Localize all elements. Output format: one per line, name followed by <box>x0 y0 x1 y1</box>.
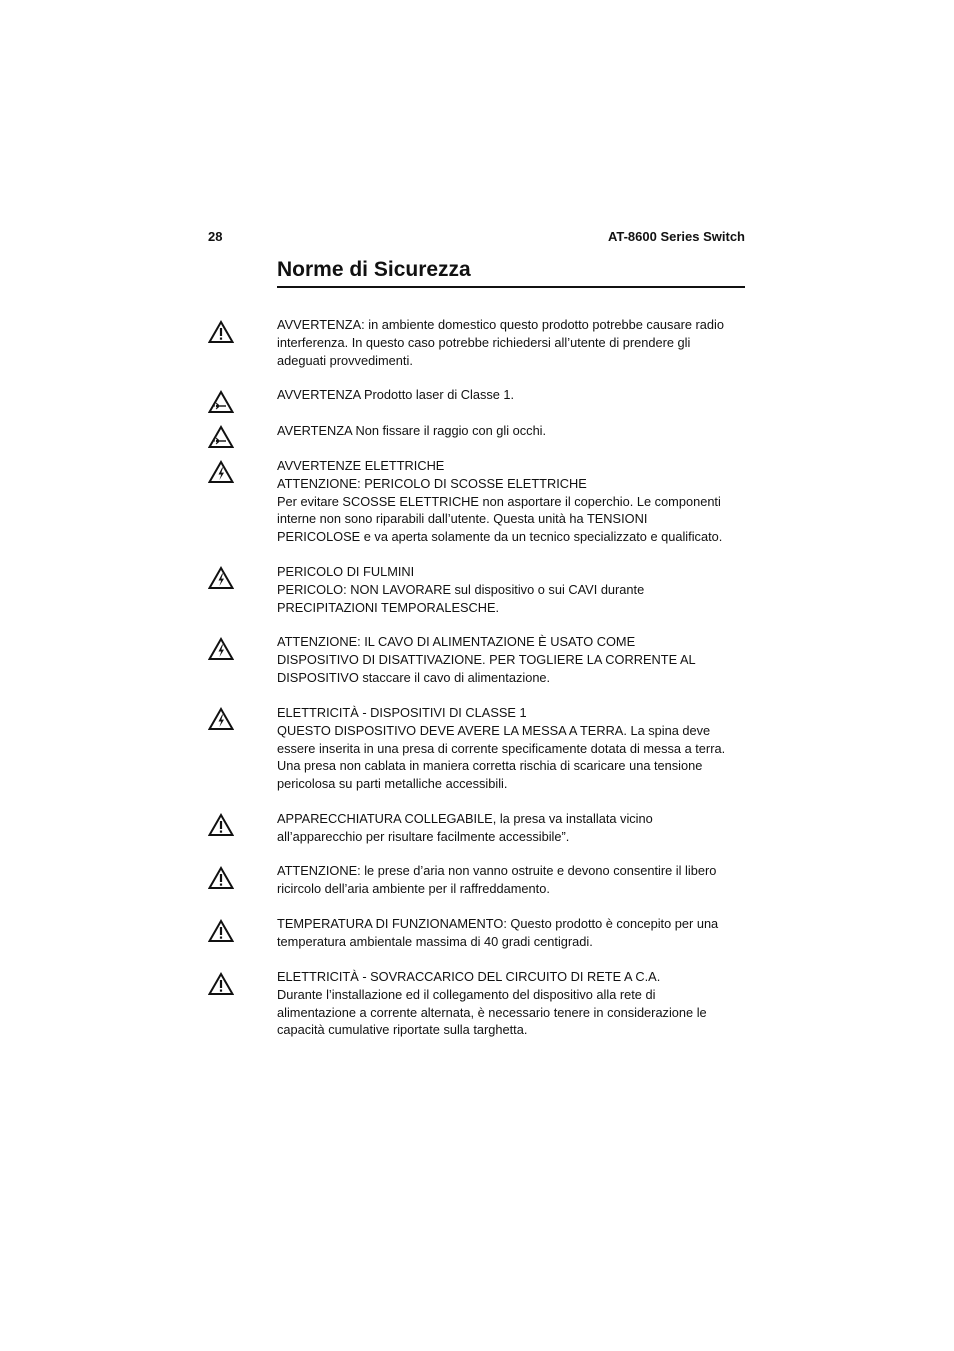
notice-text-line: alimentazione a corrente alternata, è necessario tenere in considerazione le <box>277 1004 707 1020</box>
general-warning-icon <box>208 320 234 344</box>
section-title: Norme di Sicurezza <box>277 258 745 288</box>
notice-text-line: ELETTRICITÀ - SOVRACCARICO DEL CIRCUITO DI RETE A C.A. <box>277 969 661 984</box>
notice-text-line: TEMPERATURA DI FUNZIONAMENTO: Questo prodotto è concepito per una <box>277 916 719 931</box>
notice-text-line: AVERTENZA Non fissare il raggio con gli occhi. <box>277 423 547 438</box>
notice-text-line: DISPOSITIVO staccare il cavo di alimentazione. <box>277 669 551 685</box>
notice-text-line: APPARECCHIATURA COLLEGABILE, la presa va installata vicino <box>277 811 653 826</box>
notice-text-line: Per evitare SCOSSE ELETTRICHE non asportare il coperchio. Le componenti <box>277 493 721 509</box>
notice-text-line: ricircolo dell’aria ambiente per il raffreddamento. <box>277 880 550 896</box>
notice-text-line: QUESTO DISPOSITIVO DEVE AVERE LA MESSA A TERRA. La spina deve <box>277 722 711 738</box>
notice-text-line: Una presa non cablata in maniera corretta rischia di scaricare una tensione <box>277 758 703 774</box>
notice-text-line: AVVERTENZA: in ambiente domestico questo prodotto potrebbe causare radio <box>277 317 724 332</box>
general-warning-icon <box>208 813 234 837</box>
notice-text <box>277 457 747 546</box>
notice-text-line: AVVERTENZE ELETTRICHE <box>277 458 445 473</box>
notice-text-line: interne non sono riparabili dall’utente. Questa unità ha TENSIONI <box>277 511 648 527</box>
electrical-hazard-icon <box>208 566 234 590</box>
notice-text-line: capacità cumulative riportate sulla targhetta. <box>277 1022 528 1038</box>
laser-warning-icon <box>208 390 234 414</box>
notice-text-line: adeguati provvedimenti. <box>277 352 413 368</box>
notice-text-line: ATTENZIONE: PERICOLO DI SCOSSE ELETTRICHE <box>277 475 587 491</box>
notice-text-line: ATTENZIONE: IL CAVO DI ALIMENTAZIONE È USATO COME <box>277 634 636 649</box>
general-warning-icon <box>208 866 234 890</box>
notice-text <box>277 915 747 951</box>
notice-text <box>277 968 747 1039</box>
notice-text <box>277 316 747 369</box>
notice-text <box>277 810 747 846</box>
notice-text-line: ATTENZIONE: le prese d’aria non vanno ostruite e devono consentire il libero <box>277 863 717 878</box>
notice-text <box>277 862 747 898</box>
notice-text-line: PERICOLO DI FULMINI <box>277 564 415 579</box>
notice-text-line: interferenza. In questo caso potrebbe richiedersi all’utente di prendere gli <box>277 334 691 350</box>
notice-text <box>277 386 747 404</box>
notice-text <box>277 633 747 686</box>
laser-warning-icon <box>208 425 234 449</box>
notice-text-line: pericolosa su parti metalliche accessibili. <box>277 776 508 792</box>
general-warning-icon <box>208 972 234 996</box>
notice-text <box>277 704 747 793</box>
notice-text-line: PERICOLO: NON LAVORARE sul dispositivo o sui CAVI durante <box>277 581 645 597</box>
notice-text-line: Durante l’installazione ed il collegamento del dispositivo alla rete di <box>277 986 656 1002</box>
electrical-hazard-icon <box>208 637 234 661</box>
page-number: 28 <box>208 229 223 244</box>
running-title: AT-8600 Series Switch <box>607 229 745 244</box>
notice-text <box>277 563 747 616</box>
notice-text-line: PRECIPITAZIONI TEMPORALESCHE. <box>277 599 500 615</box>
notice-text-line: all’apparecchio per risultare facilmente accessibile”. <box>277 828 570 844</box>
notice-text-line: PERICOLOSE e va aperta solamente da un tecnico specializzato e qualificato. <box>277 529 723 545</box>
notice-text-line: DISPOSITIVO DI DISATTIVAZIONE. PER TOGLIERE LA CORRENTE AL <box>277 651 696 667</box>
page-header <box>208 227 745 247</box>
notice-text-line: temperatura ambientale massima di 40 gradi centigradi. <box>277 933 593 949</box>
electrical-hazard-icon <box>208 460 234 484</box>
notice-text-line: essere inserita in una presa di corrente specificamente dotata di messa a terra. <box>277 740 726 756</box>
notice-text <box>277 422 747 440</box>
notice-text-line: AVVERTENZA Prodotto laser di Classe 1. <box>277 387 515 402</box>
general-warning-icon <box>208 919 234 943</box>
notice-text-line: ELETTRICITÀ - DISPOSITIVI DI CLASSE 1 <box>277 705 527 720</box>
electrical-hazard-icon <box>208 707 234 731</box>
